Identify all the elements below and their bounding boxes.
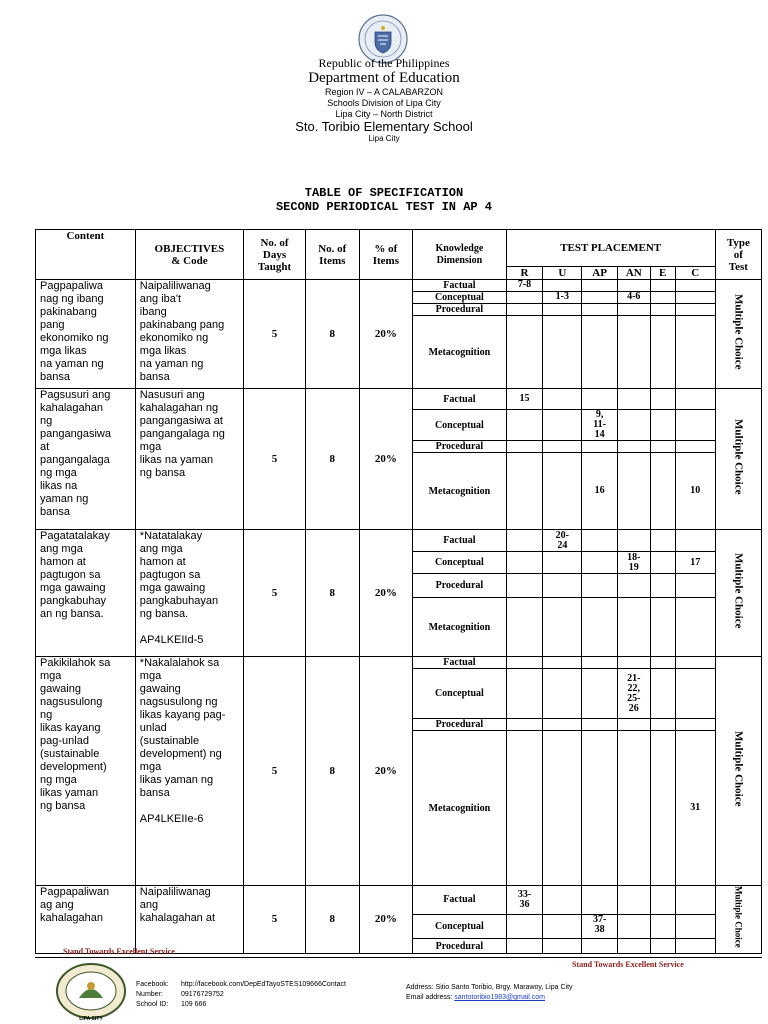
days-cell: 5 [244, 389, 306, 530]
objective-cell: *Natatalakay ang mga hamon at pagtugon sa mga gawaing pangkabuhayan ng bansa. AP4LKEIId-5 [135, 530, 243, 657]
knowledge-dimension-cell: Metacognition [413, 316, 507, 389]
placement-cell [617, 939, 650, 953]
placement-cell [506, 316, 543, 389]
placement-cell: 1-3 [543, 292, 582, 304]
placement-cell: 4-6 [617, 292, 650, 304]
items-cell: 8 [305, 657, 359, 886]
placement-cell [617, 304, 650, 316]
placement-cell [650, 939, 675, 953]
knowledge-dimension-cell: Conceptual [413, 914, 507, 939]
school-logo-icon [55, 962, 127, 1020]
placement-cell [675, 530, 715, 552]
test-type-label: Multiple Choice [732, 552, 745, 629]
placement-cell [650, 389, 675, 410]
knowledge-dimension-cell: Metacognition [413, 598, 507, 657]
days-cell: 5 [244, 530, 306, 657]
placement-cell [675, 410, 715, 441]
header-objectives: OBJECTIVES & Code [135, 230, 243, 280]
knowledge-dimension-cell: Procedural [413, 441, 507, 453]
placement-cell [675, 657, 715, 669]
placement-cell [582, 657, 618, 669]
subheader-an: AN [617, 267, 650, 280]
district-line: Lipa City – North District [335, 109, 433, 119]
placement-cell [675, 280, 715, 292]
header-test-placement: TEST PLACEMENT [506, 230, 715, 267]
knowledge-dimension-cell: Factual [413, 280, 507, 292]
header-no-items: No. of Items [305, 230, 359, 280]
placement-cell [506, 304, 543, 316]
region-line: Region IV – A CALABARZON [324, 87, 444, 97]
placement-cell [617, 886, 650, 915]
subheader-u: U [543, 267, 582, 280]
department-name: Department of Education [308, 70, 460, 86]
test-type-label: Multiple Choice [732, 293, 745, 370]
footer-contact-values [181, 980, 346, 1010]
placement-cell [650, 552, 675, 574]
header-content: Content [36, 230, 136, 280]
placement-cell [506, 914, 543, 939]
placement-cell [650, 886, 675, 915]
placement-cell [650, 453, 675, 530]
placement-cell [506, 719, 543, 731]
placement-cell [506, 574, 543, 598]
school-id: 109 666 [181, 1001, 207, 1008]
placement-cell [617, 530, 650, 552]
placement-cell [617, 598, 650, 657]
placement-cell [675, 389, 715, 410]
knowledge-dimension-cell: Factual [413, 530, 507, 552]
content-cell: Pagatatalakay ang mga hamon at pagtugon sa mga gawaing pangkabuhay an ng bansa. [36, 530, 136, 657]
placement-cell: 15 [506, 389, 543, 410]
knowledge-dimension-cell: Factual [413, 886, 507, 915]
placement-cell [506, 552, 543, 574]
placement-cell [543, 939, 582, 953]
test-type-cell [715, 886, 761, 954]
placement-cell [617, 389, 650, 410]
content-cell: Pakikilahok sa mga gawaing nagsusulong ng likas kayang pag-unlad (sustainable development) ng mga likas yaman ng bansa [36, 657, 136, 886]
placement-cell [543, 280, 582, 292]
placement-cell [506, 530, 543, 552]
school-logo-caption: LIPA CITY [79, 1016, 103, 1022]
placement-cell [675, 719, 715, 731]
placement-cell [675, 939, 715, 953]
knowledge-dimension-cell: Conceptual [413, 410, 507, 441]
table-row [36, 530, 762, 552]
days-cell: 5 [244, 280, 306, 389]
table-row [36, 657, 762, 669]
placement-cell [543, 453, 582, 530]
subheader-e: E [650, 267, 675, 280]
placement-cell [582, 530, 618, 552]
placement-cell [543, 316, 582, 389]
placement-cell [506, 598, 543, 657]
placement-cell [543, 441, 582, 453]
placement-cell [650, 316, 675, 389]
header-days-taught: No. of Days Taught [244, 230, 306, 280]
knowledge-dimension-cell: Factual [413, 657, 507, 669]
placement-cell [582, 669, 618, 719]
table-row [36, 280, 762, 292]
test-type-label: Multiple Choice [733, 886, 744, 948]
placement-cell [543, 914, 582, 939]
placement-cell [506, 453, 543, 530]
footer-divider [35, 957, 762, 958]
placement-cell [617, 731, 650, 886]
placement-cell: 37- 38 [582, 914, 618, 939]
knowledge-dimension-cell: Procedural [413, 574, 507, 598]
placement-cell: 10 [675, 453, 715, 530]
placement-cell [543, 574, 582, 598]
placement-cell [650, 669, 675, 719]
test-type-cell [715, 389, 761, 530]
placement-cell [582, 731, 618, 886]
placement-cell: 7-8 [506, 280, 543, 292]
placement-cell [582, 939, 618, 953]
placement-cell [506, 939, 543, 953]
footer-contact-labels: Facebook: Number: School ID: [136, 981, 169, 1008]
document-title: TABLE OF SPECIFICATION [304, 186, 464, 200]
placement-cell [617, 441, 650, 453]
division-line: Schools Division of Lipa City [327, 98, 441, 108]
items-cell: 8 [305, 389, 359, 530]
table-header-row [36, 230, 762, 267]
subheader-ap: AP [582, 267, 618, 280]
placement-cell [617, 719, 650, 731]
placement-cell: 21- 22, 25- 26 [617, 669, 650, 719]
placement-cell [650, 574, 675, 598]
placement-cell [617, 453, 650, 530]
knowledge-dimension-cell: Conceptual [413, 292, 507, 304]
knowledge-dimension-cell: Procedural [413, 939, 507, 953]
placement-cell [675, 914, 715, 939]
placement-cell [543, 719, 582, 731]
days-cell: 5 [244, 886, 306, 954]
placement-cell [675, 598, 715, 657]
test-type-label: Multiple Choice [732, 418, 745, 495]
knowledge-dimension-cell: Metacognition [413, 731, 507, 886]
knowledge-dimension-cell: Procedural [413, 304, 507, 316]
placement-cell [506, 410, 543, 441]
document-subtitle: SECOND PERIODICAL TEST IN AP 4 [275, 200, 493, 214]
placement-cell: 16 [582, 453, 618, 530]
placement-cell [675, 316, 715, 389]
placement-cell [650, 410, 675, 441]
placement-cell [582, 292, 618, 304]
placement-cell [543, 598, 582, 657]
placement-cell [650, 530, 675, 552]
placement-cell [617, 657, 650, 669]
school-name: Sto. Toribio Elementary School [295, 119, 473, 134]
republic-line: Republic of the Philippines [318, 56, 450, 70]
city-line: Lipa City [368, 134, 400, 143]
placement-cell [675, 574, 715, 598]
placement-cell [617, 410, 650, 441]
placement-cell [582, 389, 618, 410]
test-type-cell [715, 530, 761, 657]
placement-cell [675, 441, 715, 453]
specification-table [35, 229, 762, 954]
header-knowledge-dimension: Knowledge Dimension [413, 230, 507, 280]
placement-cell [650, 719, 675, 731]
placement-cell [650, 731, 675, 886]
placement-cell [582, 304, 618, 316]
knowledge-dimension-cell: Conceptual [413, 669, 507, 719]
phone-number: 09176729752 [181, 991, 224, 998]
test-type-cell [715, 280, 761, 389]
footer-email-row: Email address: santotoribio1983@gmail.com [406, 994, 546, 1001]
percent-cell: 20% [359, 657, 413, 886]
placement-cell [650, 657, 675, 669]
placement-cell [675, 292, 715, 304]
knowledge-dimension-cell: Procedural [413, 719, 507, 731]
placement-cell [506, 441, 543, 453]
placement-cell [543, 657, 582, 669]
content-cell: Pagpapaliwan ag ang kahalagahan [36, 886, 136, 954]
placement-cell [675, 886, 715, 915]
placement-cell [617, 280, 650, 292]
placement-cell: 18- 19 [617, 552, 650, 574]
placement-cell [675, 304, 715, 316]
footer-motto-right: Stand Towards Excellent Service [572, 960, 684, 969]
placement-cell [543, 669, 582, 719]
placement-cell [582, 598, 618, 657]
placement-cell [582, 886, 618, 915]
objective-cell: Nasusuri ang kahalagahan ng pangangasiwa at pangangalaga ng mga likas na yaman ng bansa [135, 389, 243, 530]
placement-cell [650, 914, 675, 939]
placement-cell [617, 316, 650, 389]
placement-cell [543, 389, 582, 410]
placement-cell [543, 552, 582, 574]
percent-cell: 20% [359, 389, 413, 530]
placement-cell [582, 280, 618, 292]
subheader-c: C [675, 267, 715, 280]
knowledge-dimension-cell: Metacognition [413, 453, 507, 530]
objective-cell: Naipaliliwanag ang iba't ibang pakinabang pang ekonomiko ng mga likas na yaman ng bansa [135, 280, 243, 389]
placement-cell [543, 410, 582, 441]
placement-cell [650, 441, 675, 453]
items-cell: 8 [305, 886, 359, 954]
percent-cell: 20% [359, 280, 413, 389]
placement-cell [582, 574, 618, 598]
table-row [36, 389, 762, 410]
placement-cell [543, 886, 582, 915]
content-cell: Pagpapaliwa nag ng ibang pakinabang pang ekonomiko ng mga likas na yaman ng bansa [36, 280, 136, 389]
placement-cell [650, 304, 675, 316]
percent-cell: 20% [359, 886, 413, 954]
placement-cell [582, 441, 618, 453]
placement-cell: 31 [675, 731, 715, 886]
header-type-of-test: Type of Test [715, 230, 761, 280]
email-link[interactable]: santotoribio1983@gmail.com [454, 994, 546, 1001]
footer-address: Address: Sitio Santo Toribio, Brgy. Marawoy, Lipa City [406, 984, 573, 991]
placement-cell: 20- 24 [543, 530, 582, 552]
placement-cell [650, 598, 675, 657]
test-type-cell [715, 657, 761, 886]
knowledge-dimension-cell: Factual [413, 389, 507, 410]
placement-cell: 33- 36 [506, 886, 543, 915]
items-cell: 8 [305, 280, 359, 389]
content-cell: Pagsusuri ang kahalagahan ng pangangasiwa at pangangalaga ng mga likas na yaman ng bansa [36, 389, 136, 530]
placement-cell [582, 719, 618, 731]
days-cell: 5 [244, 657, 306, 886]
placement-cell [650, 280, 675, 292]
placement-cell [543, 304, 582, 316]
placement-cell: 9, 11- 14 [582, 410, 618, 441]
placement-cell [582, 316, 618, 389]
knowledge-dimension-cell: Conceptual [413, 552, 507, 574]
placement-cell [617, 914, 650, 939]
test-type-label: Multiple Choice [732, 730, 745, 807]
footer-motto-left: Stand Towards Excellent Service [63, 947, 175, 956]
table-row [36, 886, 762, 915]
placement-cell [675, 669, 715, 719]
placement-cell [506, 657, 543, 669]
placement-cell [506, 292, 543, 304]
placement-cell [506, 731, 543, 886]
placement-cell [617, 574, 650, 598]
placement-cell [582, 552, 618, 574]
placement-cell: 17 [675, 552, 715, 574]
subheader-r: R [506, 267, 543, 280]
percent-cell: 20% [359, 530, 413, 657]
header-percent-items: % of Items [359, 230, 413, 280]
objective-cell: *Nakalalahok sa mga gawaing nagsusulong ng likas kayang pag- unlad (sustainable development) ng mga likas yaman ng bansa AP4LKEIIe-6 [135, 657, 243, 886]
objective-cell: Naipaliliwanag ang kahalagahan at [135, 886, 243, 954]
placement-cell [506, 669, 543, 719]
placement-cell [543, 731, 582, 886]
items-cell: 8 [305, 530, 359, 657]
facebook-link[interactable]: http://facebook.com/DepEdTayoSTES109666Contact [181, 981, 346, 988]
placement-cell [650, 292, 675, 304]
